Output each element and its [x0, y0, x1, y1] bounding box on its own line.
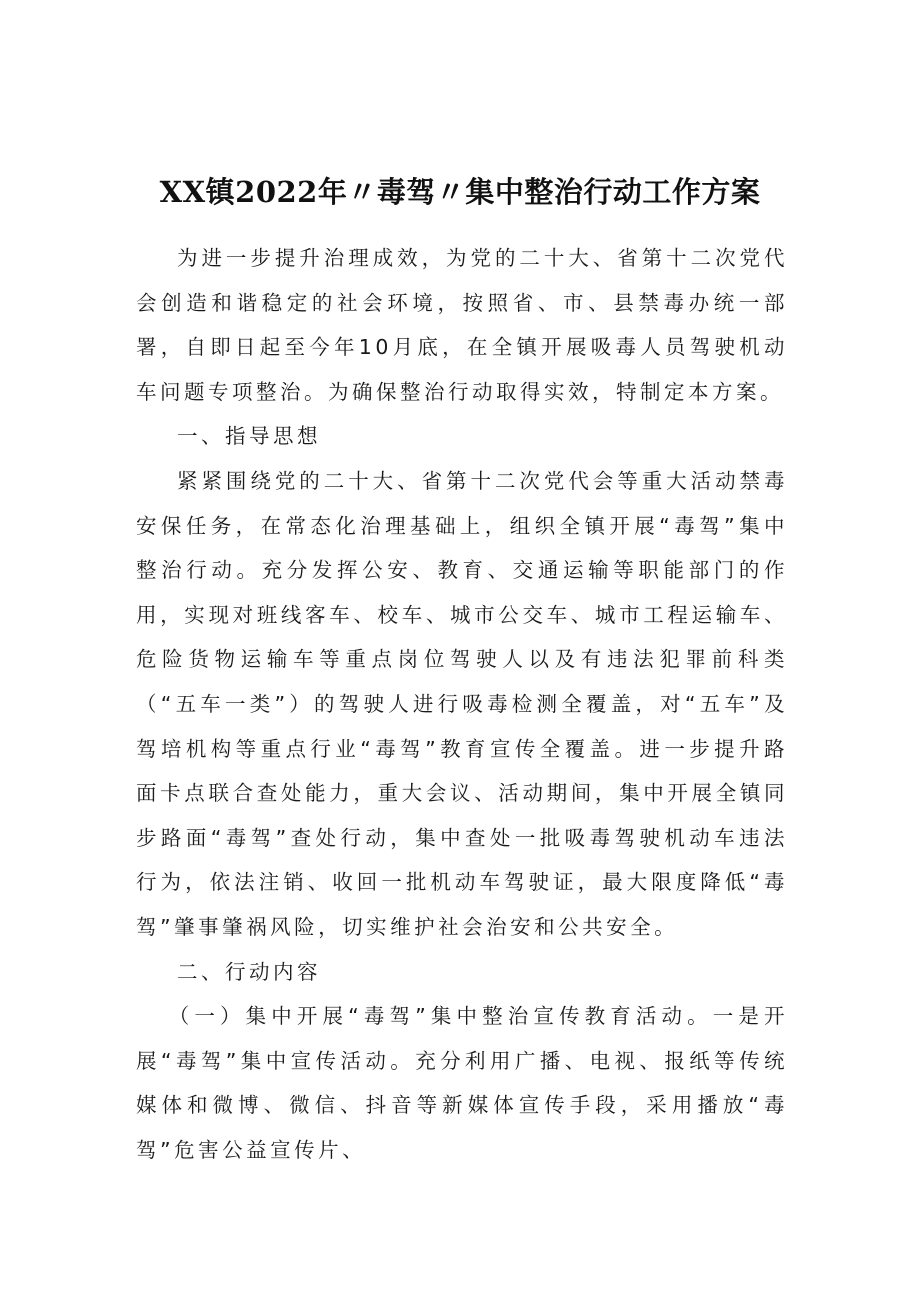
document-title: XX镇2022年〃毒驾〃集中整治行动工作方案 [159, 175, 761, 209]
intro-paragraph: 为进一步提升治理成效，为党的二十大、省第十二次党代会创造和谐稳定的社会环境，按照省、市、县禁毒办统一部署，自即日起至今年10月底，在全镇开展吸毒人员驾驶机动车问题专项整治。为确保整治行动取得实效，特制定本方案。 [136, 246, 788, 404]
section-heading-action-content: 二、行动内容 [177, 959, 321, 984]
document-body [136, 236, 788, 1172]
section-body-guiding-ideology: 紧紧围绕党的二十大、省第十二次党代会等重大活动禁毒安保任务，在常态化治理基础上，组织全镇开展“毒驾”集中整治行动。充分发挥公安、教育、交通运输等职能部门的作用，实现对班线客车、校车、城市公交车、城市工程运输车、危险货物运输车等重点岗位驾驶人以及有违法犯罪前科类（“五车一类”）的驾驶人进行吸毒检测全覆盖，对“五车”及驾培机构等重点行业“毒驾”教育宣传全覆盖。进一步提升路面卡点联合查处能力，重大会议、活动期间，集中开展全镇同步路面“毒驾”查处行动，集中查处一批吸毒驾驶机动车违法行为，依法注销、收回一批机动车驾驶证，最大限度降低“毒驾”肇事肇祸风险，切实维护社会治安和公共安全。 [136, 468, 788, 939]
section-heading-guiding-ideology: 一、指导思想 [177, 424, 321, 449]
section-item-propaganda: （一）集中开展“毒驾”集中整治宣传教育活动。一是开展“毒驾”集中宣传活动。充分利用广播、电视、报纸等传统媒体和微博、微信、抖音等新媒体宣传手段，采用播放“毒驾”危害公益宣传片、 [136, 1004, 788, 1162]
